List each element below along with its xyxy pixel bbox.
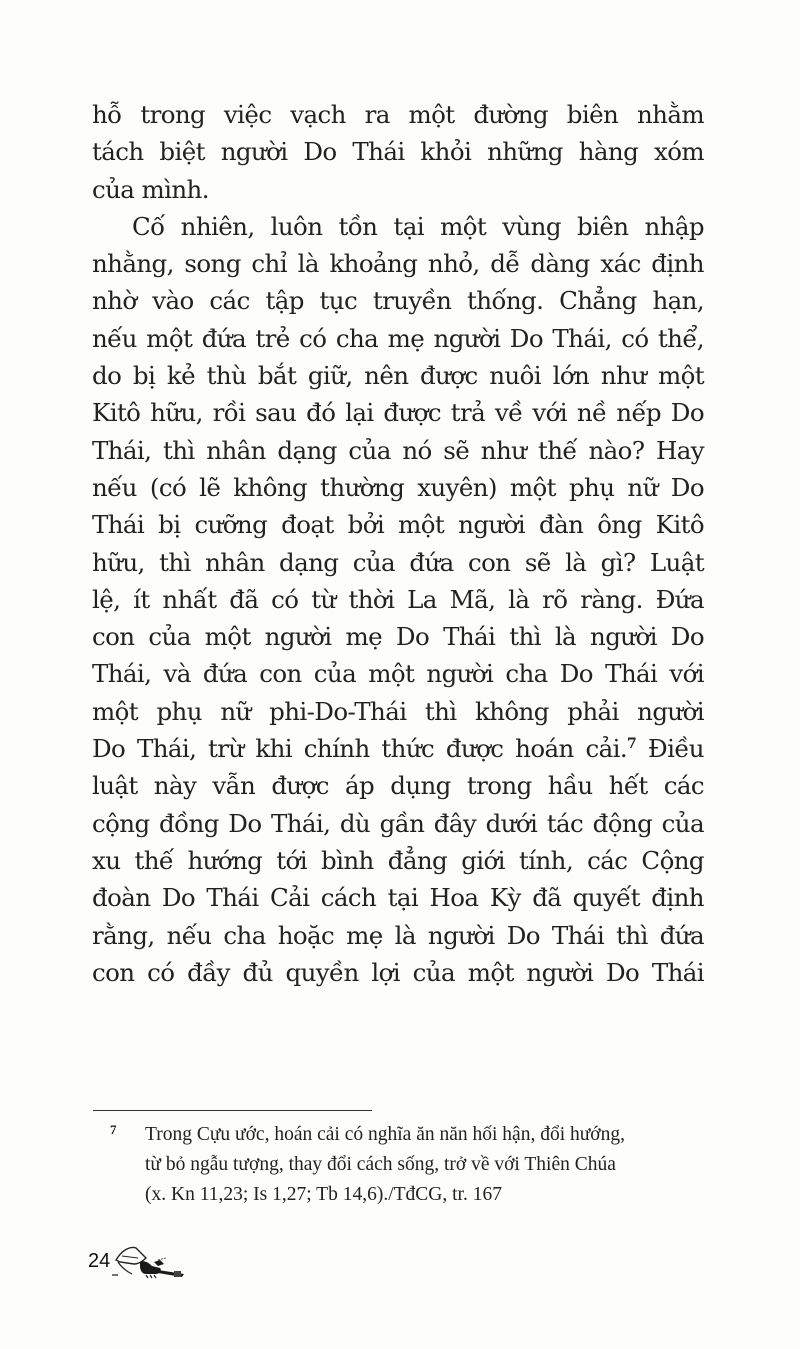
- paragraph-start-line: Cố nhiên, luôn tồn tại một vùng biên nhập: [132, 211, 704, 241]
- text-line: Thái, và đứa con của một người cha Do Thái với: [92, 659, 704, 689]
- text-line: Thái bị cưỡng đoạt bởi một người đàn ông Kitô: [92, 510, 704, 540]
- text-line: hữu, thì nhân dạng của đứa con sẽ là gì? Luật: [92, 547, 704, 577]
- footnote-text: [145, 1120, 713, 1210]
- text-line-with-footnote-ref: [92, 730, 704, 767]
- page-number: 24: [88, 1250, 111, 1272]
- text-line: con của một người mẹ Do Thái thì là người Do: [92, 622, 704, 652]
- text-line: xu thế hướng tới bình đẳng giới tính, các Cộng: [92, 845, 704, 875]
- text-line: rằng, nếu cha hoặc mẹ là người Do Thái thì đứa: [92, 920, 704, 950]
- text-line: Thái, thì nhân dạng của nó sẽ như thế nào? Hay: [92, 435, 704, 465]
- footnote-line: Trong Cựu ước, hoán cải có nghĩa ăn năn hối hận, đổi hướng,: [145, 1124, 625, 1145]
- text-line: do bị kẻ thù bắt giữ, nên được nuôi lớn như một: [92, 361, 704, 391]
- text-line: hỗ trong việc vạch ra một đường biên nhằm: [92, 100, 704, 129]
- text-line: của mình.: [92, 174, 209, 204]
- footnote-number: 7: [110, 1122, 117, 1137]
- text-line: con có đầy đủ quyền lợi của một người Do Thái: [92, 957, 704, 987]
- text-line: nhằng, song chỉ là khoảng nhỏ, dễ dàng xác định: [92, 249, 704, 279]
- text-line: Kitô hữu, rồi sau đó lại được trả về với nề nếp Do: [92, 398, 704, 428]
- page-folio: [88, 1244, 198, 1280]
- footnote-line: (x. Kn 11,23; Is 1,27; Tb 14,6)./TđCG, tr. 167: [145, 1184, 502, 1205]
- text-segment: Do Thái, trừ khi chính thức được hoán cải.: [92, 734, 628, 764]
- text-line: nếu (có lẽ không thường xuyên) một phụ nữ Do: [92, 472, 704, 502]
- body-text: [92, 96, 704, 991]
- text-segment: Điều: [636, 734, 704, 764]
- text-line: nếu một đứa trẻ có cha mẹ người Do Thái, có thể,: [92, 323, 704, 353]
- text-line: luật này vẫn được áp dụng trong hầu hết các: [92, 771, 704, 801]
- text-line: một phụ nữ phi-Do-Thái thì không phải người: [92, 696, 704, 726]
- text-line: cộng đồng Do Thái, dù gần đây dưới tác động của: [92, 808, 704, 838]
- footnote: [93, 1120, 713, 1210]
- footnote-divider: [93, 1110, 372, 1111]
- text-line: tách biệt người Do Thái khỏi những hàng xóm: [92, 137, 704, 167]
- quill-hand-ornament-icon: [112, 1244, 192, 1280]
- text-line: lệ, ít nhất đã có từ thời La Mã, là rõ ràng. Đứa: [92, 584, 704, 614]
- footnote-line: từ bỏ ngẫu tượng, thay đổi cách sống, trở về với Thiên Chúa: [145, 1154, 616, 1175]
- footnote-reference[interactable]: 7: [627, 736, 637, 753]
- text-line: nhờ vào các tập tục truyền thống. Chẳng hạn,: [92, 286, 704, 316]
- text-line: đoàn Do Thái Cải cách tại Hoa Kỳ đã quyết định: [92, 883, 704, 913]
